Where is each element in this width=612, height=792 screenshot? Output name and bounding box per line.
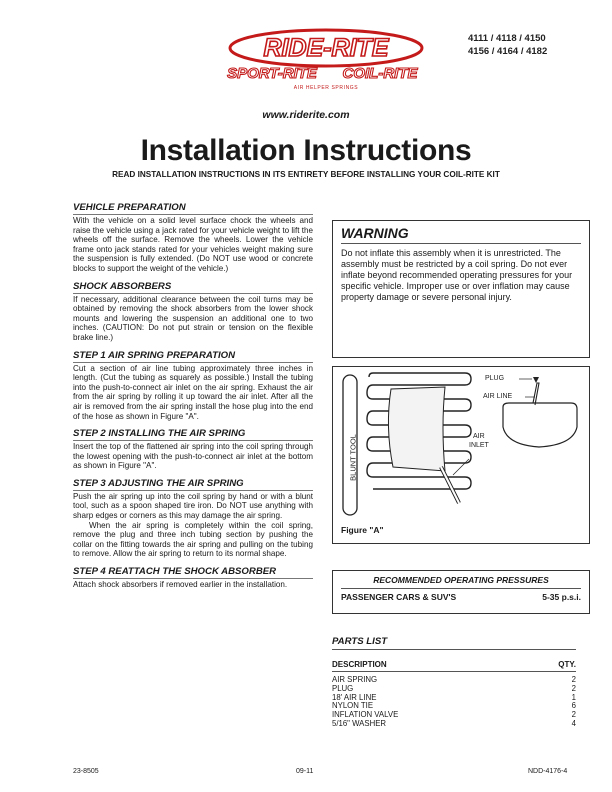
part-desc: INFLATION VALVE	[332, 710, 399, 720]
pressure-row	[341, 592, 581, 602]
air-line-hose	[533, 383, 539, 405]
air-inlet-pointer	[453, 459, 469, 475]
page-title: Installation Instructions	[140, 134, 472, 167]
figure-a	[332, 366, 590, 544]
pressure-box	[332, 570, 590, 614]
pressure-range: 5-35 p.s.i.	[542, 592, 581, 602]
air-spring	[388, 387, 445, 471]
section-body-step3-p1: Push the air spring up into the coil spring by hand or with a blunt tool, such as a spoon shaped tire iron. Do NOT use anything with sharp edges or corners as this may damage the air spring.	[73, 491, 313, 521]
section-body-shock-absorbers: If necessary, additional clearance between the coil turns may be obtained by removing the shock absorbers from the lower shock mounts and lowering the suspension an additional one to two inches. (CAUTION: Do not put strain or tension on the flexible brake line.)	[73, 294, 313, 342]
section-heading-step1: STEP 1 AIR SPRING PREPARATION	[73, 350, 313, 363]
section-body-step1: Cut a section of air line tubing approximately three inches in length. (Cut the tubing as squarely as possible.) Install the tubing into the push-to-connect air inlet on the air spring. Exhaust the air from the air spring by rolling it up toward the air inlet. After all the air is removed from the air spring install the hose plug into the end of the hose as shown in Figure "A".	[73, 363, 313, 421]
label-blunt-tool: BLUNT TOOL	[348, 434, 358, 481]
label-air-line: AIR LINE	[483, 393, 513, 400]
logo-right-text: COIL-RITE	[342, 65, 418, 82]
part-desc: AIR SPRING	[332, 675, 378, 684]
section-heading-step4: STEP 4 REATTACH THE SHOCK ABSORBER	[73, 566, 313, 579]
part-qty: 2	[571, 683, 576, 693]
section-body-step3	[73, 492, 313, 559]
part-qty: 2	[571, 675, 576, 684]
logo-top-text: RIDE-RITE	[263, 34, 389, 62]
list-item	[332, 720, 576, 729]
part-qty: 6	[571, 701, 576, 711]
parts-title: PARTS LIST	[332, 636, 576, 650]
ride-rite-logo	[214, 26, 438, 96]
section-body-step4: Attach shock absorbers if removed earlier in the installation.	[73, 580, 288, 590]
parts-col-description: DESCRIPTION	[332, 660, 387, 669]
section-body-vehicle-prep: With the vehicle on a solid level surface chock the wheels and raise the vehicle using a jack rated for your vehicle weight to lift the wheels off the surface. Remove the wheels. Lower the vehicle frame onto jack stands rated for your vehicles weight making sure the suspension is fully extended. (Do NOT use wood or concrete blocks to support the weight of the vehicle.)	[73, 216, 313, 273]
parts-list	[332, 636, 576, 729]
part-qty: 4	[571, 718, 576, 728]
website-link[interactable]: www.riderite.com	[262, 109, 350, 121]
part-numbers	[468, 32, 547, 58]
logo-left-text: SPORT-RITE	[227, 65, 317, 82]
part-numbers-line-1: 4111 / 4118 / 4150	[468, 33, 546, 44]
section-heading-vehicle-prep: VEHICLE PREPARATION	[73, 202, 313, 215]
parts-header	[332, 660, 576, 672]
plug-shape	[533, 377, 539, 383]
warning-box	[332, 220, 590, 358]
label-plug: PLUG	[485, 375, 505, 382]
section-body-step2: Insert the top of the flattened air spring into the coil spring through the lowest opening with the push-to-connect air inlet at the bottom as shown in Figure "A".	[73, 442, 313, 471]
part-numbers-line-2: 4156 / 4164 / 4182	[468, 46, 548, 57]
pressure-vehicle: PASSENGER CARS & SUV'S	[341, 592, 457, 602]
footer-part-number: NDD-4176-4	[528, 768, 568, 775]
warning-title: WARNING	[341, 225, 581, 244]
label-air-inlet-2: INLET	[469, 442, 489, 449]
section-body-step3-p2: When the air spring is completely within the coil spring, remove the plug and three inch tubing section by pushing the collar on the fitting towards the air spring and pulling on the tubing to remove. Allow the air spring to return to its normal shape.	[73, 520, 313, 559]
section-heading-step3: STEP 3 ADJUSTING THE AIR SPRING	[73, 478, 313, 491]
list-item	[332, 676, 576, 685]
figure-a-illustration	[333, 367, 591, 545]
part-desc: 5/16" WASHER	[332, 718, 387, 728]
part-desc: 18' AIR LINE	[332, 692, 377, 702]
part-qty: 1	[571, 692, 576, 702]
instructions-column	[73, 202, 313, 597]
footer-date: 09-11	[296, 768, 314, 775]
label-air-inlet-1: AIR	[473, 433, 485, 440]
pressure-title: RECOMMENDED OPERATING PRESSURES	[341, 575, 581, 589]
section-heading-shock-absorbers: SHOCK ABSORBERS	[73, 281, 313, 294]
air-spring-detail	[503, 403, 577, 447]
part-desc: NYLON TIE	[332, 701, 374, 711]
section-heading-step2: STEP 2 INSTALLING THE AIR SPRING	[73, 428, 313, 441]
figure-caption: Figure "A"	[341, 525, 384, 535]
part-desc: PLUG	[332, 683, 354, 693]
warning-text: Do not inflate this assembly when it is unrestricted. The assembly must be restricted by a coil spring. Do not ever inflate beyond recommended operating pressures for your specific vehicle. Improper use or over inflation may cause property damage or severe personal injury.	[341, 248, 573, 302]
page-subtitle: READ INSTALLATION INSTRUCTIONS IN ITS ENTIRETY BEFORE INSTALLING YOUR COIL-RITE KIT	[112, 170, 500, 179]
logo-tagline: AIR HELPER SPRINGS	[293, 85, 359, 91]
footer-doc-number: 23-8505	[73, 768, 99, 775]
part-qty: 2	[571, 710, 576, 720]
parts-col-qty: QTY.	[558, 660, 576, 669]
